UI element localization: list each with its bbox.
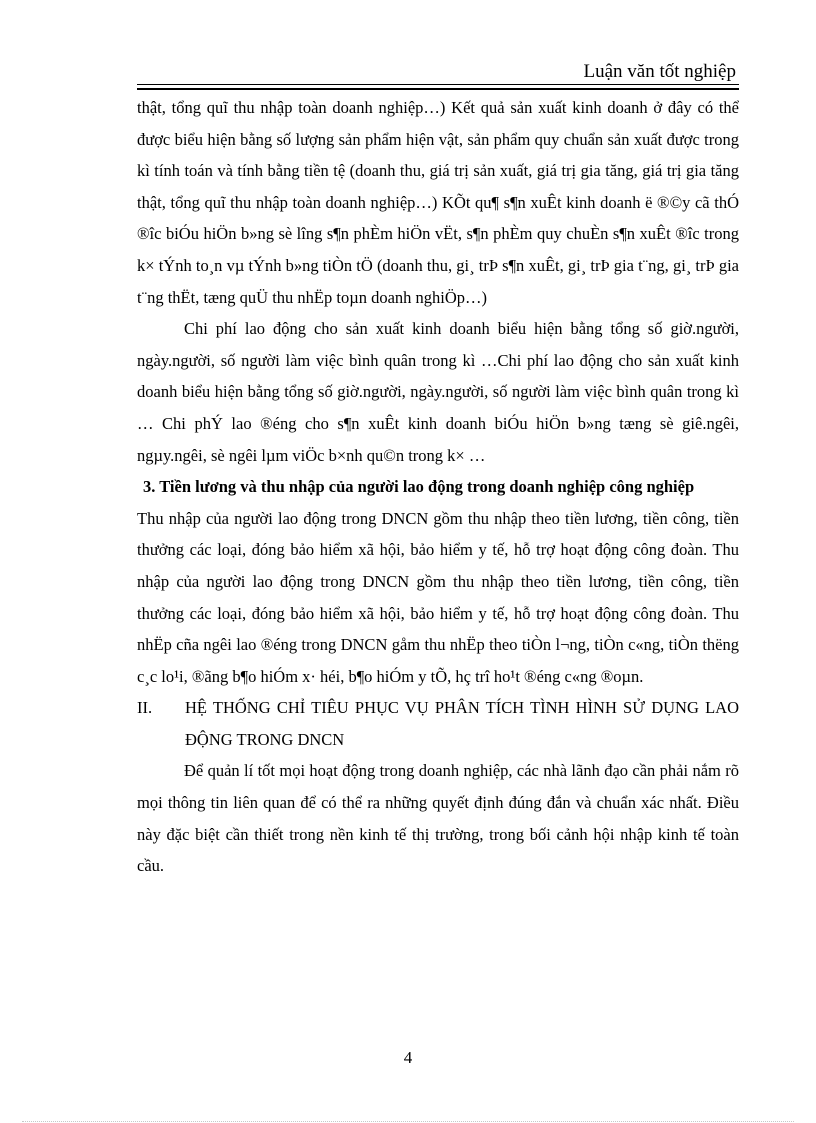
section-heading-3: 3. Tiền lương và thu nhập của người lao động trong doanh nghiệp công nghiệp [143, 477, 695, 497]
paragraph-continuation: thật, tổng quĩ thu nhập toàn doanh nghiệp…) Kết quả sản xuất kinh doanh ở đây có thể được biểu hiện bằng số lượng sản phẩm hiện vật, sản phẩm quy chuẩn sản xuất được trong kì tính toán và tính bằng tiền tệ (doanh thu, giá trị sản xuất, giá trị gia tăng, giá trị gia tăng thật, tổng quĩ thu nhập toàn doanh nghiệp…) KÕt qu¶ s¶n xuÊt kinh doanh ë ®©y cã thÓ ®îc biÓu hiÖn b»ng sè lîng s¶n phÈm hiÖn vËt, s¶n phÈm quy chuÈn s¶n xuÊt ®îc trong k× tÝnh to¸n vµ tÝnh b»ng tiÒn tÖ (doanh thu, gi¸ trÞ s¶n xuÊt, gi¸ trÞ gia t¨ng, gi¸ trÞ gia t¨ng thËt, tæng quÜ thu nhËp toµn doanh nghiÖp…) [137, 98, 739, 307]
header-rule-thick [137, 88, 739, 90]
paragraph-management: Để quản lí tốt mọi hoạt động trong doanh nghiệp, các nhà lãnh đạo cần phải nắm rõ mọi thông tin liên quan để có thể ra những quyết định đúng đắn và chuẩn xác nhất. Điều này đặc biệt cần thiết trong nền kinh tế thị trường, trong bối cảnh hội nhập kinh tế toàn cầu. [137, 761, 739, 876]
page-body [137, 92, 739, 882]
running-header: Luận văn tốt nghiệp [583, 61, 736, 82]
paragraph-labor-cost: Chi phí lao động cho sản xuất kinh doanh biểu hiện bằng tổng số giờ.người, ngày.người, số người làm việc bình quân trong kì …Chi phí lao động cho sản xuất kinh doanh biểu hiện bằng tổng số giờ.người, ngày.người, số người làm việc bình quân trong kì … Chi phÝ lao ®éng cho s¶n xuÊt kinh doanh biÓu hiÖn b»ng tæng sè giê.ngêi, ngµy.ngêi, sè ngêi lµm viÖc b×nh qu©n trong k× … [137, 319, 739, 465]
section-heading-II [137, 692, 739, 755]
paragraph-income: Thu nhập của người lao động trong DNCN gồm thu nhập theo tiền lương, tiền công, tiền thưởng các loại, đóng bảo hiểm xã hội, bảo hiểm y tế, hỗ trợ hoạt động công đoàn. Thu nhập của người lao động trong DNCN gồm thu nhập theo tiền lương, tiền công, tiền thưởng các loại, đóng bảo hiểm xã hội, bảo hiểm y tế, hỗ trợ hoạt động công đoàn. Thu nhËp cña ngêi lao ®éng trong DNCN gåm thu nhËp theo tiÒn l¬ng, tiÒn c«ng, tiÒn thëng c¸c lo¹i, ®ãng b¶o hiÓm x· héi, b¶o hiÓm y tÕ, hç trî ho¹t ®éng c«ng ®oµn. [137, 508, 739, 686]
page-number: 4 [403, 1048, 413, 1067]
section-title: HỆ THỐNG CHỈ TIÊU PHỤC VỤ PHÂN TÍCH TÌNH HÌNH SỬ DỤNG LAO ĐỘNG TRONG DNCN [185, 698, 739, 749]
header-rule-thin [137, 84, 739, 85]
section-number: II. [137, 698, 153, 718]
page-boundary-dots [22, 1121, 794, 1122]
